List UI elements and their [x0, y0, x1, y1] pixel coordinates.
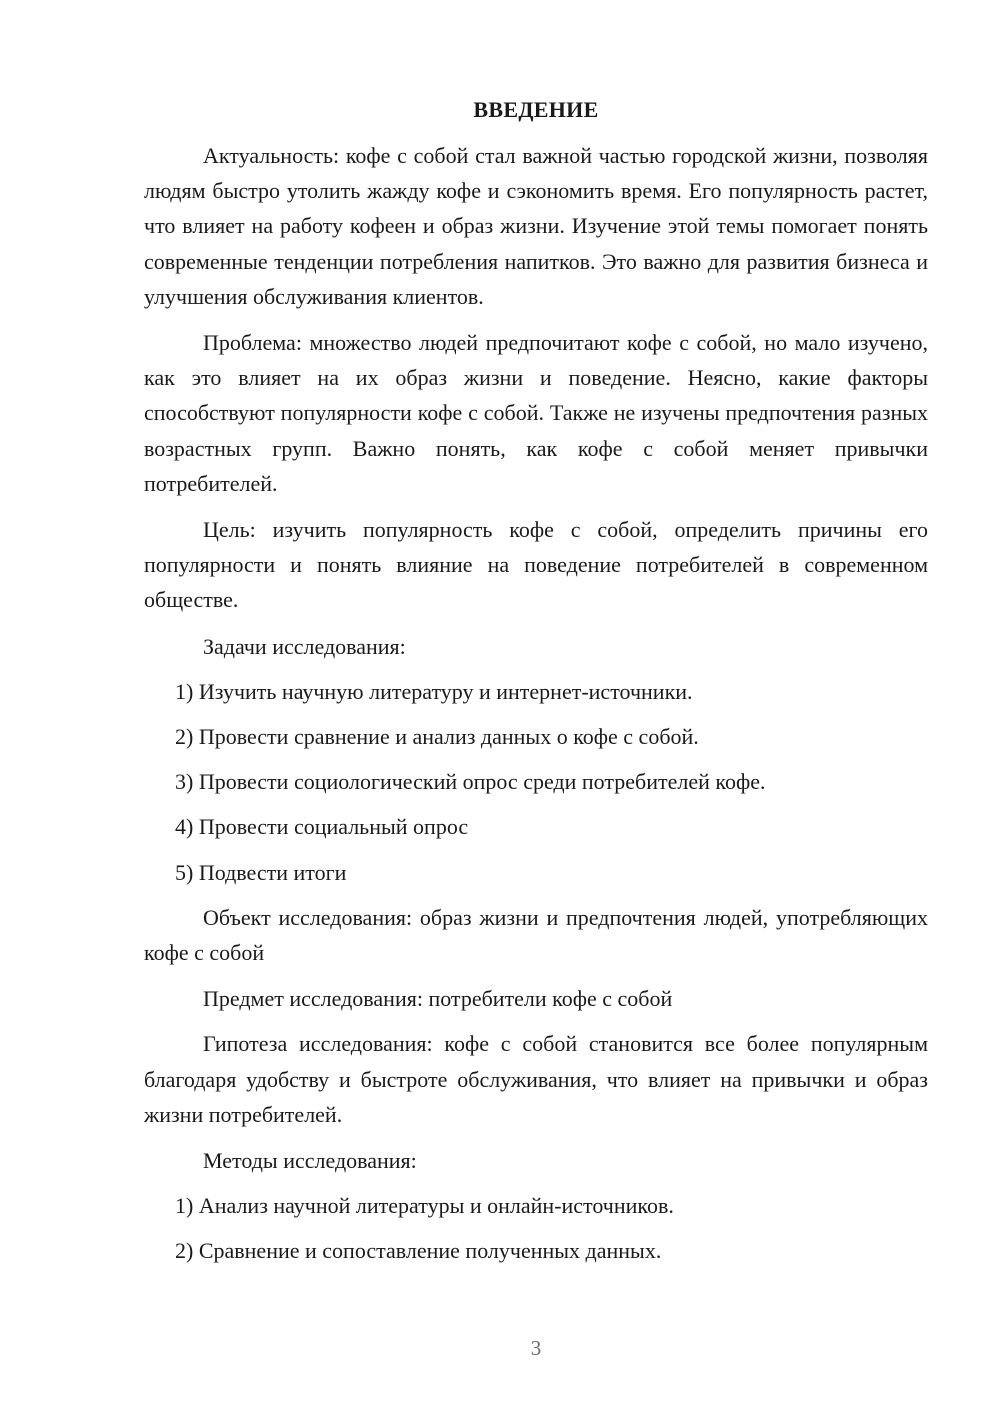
goal-paragraph: Цель: изучить популярность кофе с собой, определить причины его популярности и понять влияние на поведение потребителей в современном обществе.	[144, 517, 928, 613]
list-item: 5) Подвести итоги	[175, 859, 347, 885]
list-item: 3) Провести социологический опрос среди потребителей кофе.	[175, 769, 766, 795]
hypothesis-paragraph: Гипотеза исследования: кофе с собой становится все более популярным благодаря удобству и быстроте обслуживания, что влияет на привычки и образ жизни потребителей.	[144, 1031, 928, 1127]
relevance-paragraph: Актуальность: кофе с собой стал важной частью городской жизни, позволяя людям быстро утолить жажду кофе и сэкономить время. Его популярность растет, что влияет на работу кофеен и образ жизни. Изучение этой темы помогает понять современные тенденции потребления напитков. Это важно для развития бизнеса и улучшения обслуживания клиентов.	[144, 143, 928, 309]
page-number: 3	[530, 1336, 542, 1360]
tasks-list	[144, 674, 928, 890]
subject-paragraph: Предмет исследования: потребители кофе с собой	[203, 986, 673, 1012]
list-item: 2) Провести сравнение и анализ данных о кофе с собой.	[175, 724, 699, 750]
list-item: 4) Провести социальный опрос	[175, 814, 469, 840]
object-paragraph: Объект исследования: образ жизни и предпочтения людей, употребляющих кофе с собой	[144, 904, 928, 966]
list-item: 1) Анализ научной литературы и онлайн-источников.	[175, 1193, 674, 1219]
page-title: ВВЕДЕНИЕ	[473, 97, 599, 122]
list-item: 1) Изучить научную литературу и интернет-источники.	[175, 678, 693, 704]
page-content	[144, 96, 928, 1279]
tasks-heading: Задачи исследования:	[203, 633, 406, 659]
problem-paragraph: Проблема: множество людей предпочитают кофе с собой, но мало изучено, как это влияет на их образ жизни и поведение. Неясно, какие факторы способствуют популярности кофе с собой. Также не изучены предпочтения разных возрастных групп. Важно понять, как кофе с собой меняет привычки потребителей.	[144, 330, 928, 496]
list-item: 2) Сравнение и сопоставление полученных данных.	[175, 1238, 662, 1264]
methods-list	[144, 1188, 928, 1268]
methods-heading: Методы исследования:	[203, 1148, 417, 1174]
